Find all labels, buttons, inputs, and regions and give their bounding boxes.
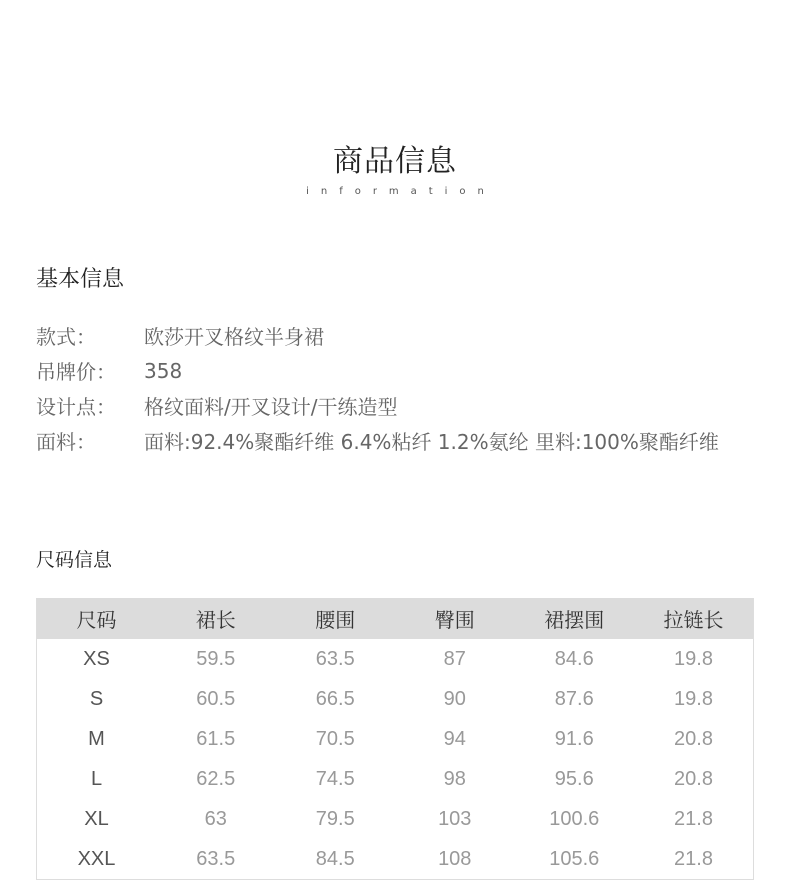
- table-cell: 91.6: [554, 727, 594, 750]
- table-cell: 90: [443, 687, 466, 710]
- basic-info-heading: 基本信息: [36, 267, 125, 292]
- table-cell: 63.5: [196, 847, 236, 870]
- info-row-price: [36, 353, 766, 388]
- table-cell: 74.5: [315, 767, 355, 790]
- table-cell: 87.6: [554, 687, 594, 710]
- table-cell: 66.5: [315, 687, 355, 710]
- column-header: 尺码: [37, 598, 157, 639]
- table-cell: 62.5: [196, 767, 236, 790]
- info-label: 面料：: [36, 430, 96, 454]
- table-cell: 79.5: [315, 807, 355, 830]
- table-row: [37, 799, 754, 839]
- table-cell: 20.8: [674, 727, 713, 750]
- table-row: [37, 679, 754, 719]
- info-value: 格纹面料/开叉设计/干练造型: [144, 395, 398, 419]
- column-header: 裙摆围: [515, 598, 635, 639]
- table-row: [37, 719, 754, 759]
- table-cell: 21.8: [674, 807, 713, 830]
- table-cell: 94: [443, 727, 466, 750]
- info-value: 358: [144, 358, 183, 383]
- table-cell: 95.6: [554, 767, 594, 790]
- table-cell: 98: [443, 767, 466, 790]
- info-label: 款式：: [36, 325, 96, 349]
- table-row: [37, 759, 754, 799]
- size-info-heading: 尺码信息: [36, 549, 113, 571]
- table-cell: 105.6: [549, 847, 600, 870]
- table-cell: 19.8: [674, 647, 713, 670]
- info-row-fabric: [36, 423, 766, 458]
- size-cell: L: [90, 767, 103, 790]
- info-value: 面料:92.4%聚酯纤维 6.4%粘纤 1.2%氨纶 里料:100%聚酯纤维: [144, 430, 719, 454]
- table-cell: 70.5: [315, 727, 355, 750]
- table-header-row: [37, 598, 754, 639]
- info-label: 设计点：: [36, 395, 116, 419]
- table-cell: 84.6: [554, 647, 594, 670]
- table-row: [37, 839, 754, 880]
- size-table: [36, 598, 754, 880]
- table-cell: 84.5: [315, 847, 355, 870]
- table-cell: 103: [438, 807, 472, 830]
- size-cell: S: [89, 687, 104, 710]
- info-row-style: [36, 318, 766, 353]
- column-header: 臀围: [395, 598, 515, 639]
- info-row-design: [36, 388, 766, 423]
- table-row: [37, 639, 754, 679]
- info-value: 欧莎开叉格纹半身裙: [144, 325, 324, 349]
- column-header: 拉链长: [634, 598, 754, 639]
- page-subtitle: information: [306, 186, 496, 197]
- table-cell: 63: [204, 807, 227, 830]
- size-cell: XXL: [77, 847, 116, 870]
- table-cell: 20.8: [674, 767, 713, 790]
- table-cell: 21.8: [674, 847, 713, 870]
- table-cell: 60.5: [196, 687, 236, 710]
- page-title: 商品信息: [333, 144, 457, 179]
- table-cell: 87: [443, 647, 466, 670]
- table-cell: 108: [438, 847, 472, 870]
- table-cell: 63.5: [315, 647, 355, 670]
- table-cell: 59.5: [196, 647, 236, 670]
- column-header: 腰围: [276, 598, 396, 639]
- basic-info-list: [36, 318, 766, 458]
- size-cell: M: [88, 727, 105, 750]
- table-cell: 19.8: [674, 687, 713, 710]
- size-cell: XS: [83, 647, 110, 670]
- table-cell: 100.6: [549, 807, 600, 830]
- table-cell: 61.5: [196, 727, 236, 750]
- size-cell: XL: [84, 807, 109, 830]
- info-label: 吊牌价：: [36, 360, 116, 384]
- column-header: 裙长: [156, 598, 276, 639]
